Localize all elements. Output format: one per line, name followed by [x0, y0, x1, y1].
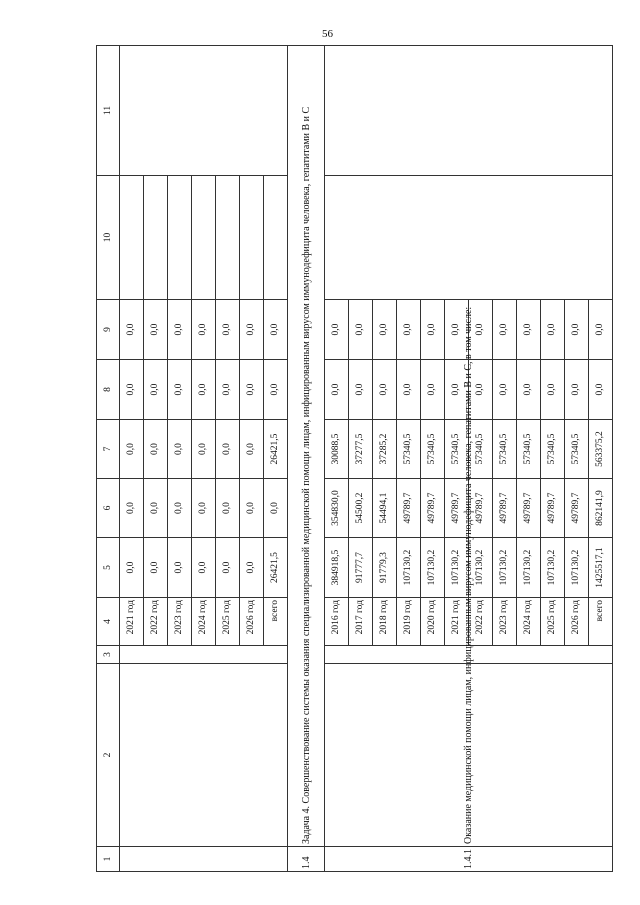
- value-cell: 0,0: [541, 300, 565, 360]
- value-cell: 107130,2: [517, 538, 541, 598]
- value-cell: 0,0: [421, 360, 445, 420]
- value-cell: 0,0: [349, 300, 373, 360]
- description-cell: [120, 664, 288, 847]
- empty-cell: [325, 176, 613, 300]
- column-number: 6: [97, 479, 120, 538]
- value-cell: 107130,2: [469, 538, 493, 598]
- value-cell: 0,0: [144, 479, 168, 538]
- value-cell: 0,0: [517, 360, 541, 420]
- value-cell: 107130,2: [541, 538, 565, 598]
- value-cell: 107130,2: [397, 538, 421, 598]
- value-cell: 26421,5: [264, 420, 288, 479]
- value-cell: 0,0: [397, 360, 421, 420]
- item-description: Оказание медицинской помощи лицам, инфицированным вирусом иммунодефицита человека, гепатитами В и С, в том числе:: [325, 664, 613, 847]
- item-index: 1.4.1: [325, 847, 613, 872]
- value-cell: 0,0: [349, 360, 373, 420]
- funding-table: [96, 45, 613, 872]
- column-number: 7: [97, 420, 120, 479]
- value-cell: 0,0: [120, 479, 144, 538]
- value-cell: 384918,5: [325, 538, 349, 598]
- task-title: Задача 4. Совершенствование системы оказания специализированной медицинской помощи лицам, инфицированным вирусом иммунодефицита человека, гепатитами В и С: [288, 46, 325, 847]
- executor-cell: [120, 646, 288, 664]
- value-cell: 37285,2: [373, 420, 397, 479]
- value-cell: 107130,2: [445, 538, 469, 598]
- year-cell: 2024 год: [192, 598, 216, 646]
- value-cell: 57340,5: [445, 420, 469, 479]
- value-cell: 0,0: [240, 360, 264, 420]
- value-cell: 107130,2: [565, 538, 589, 598]
- value-cell: 49789,7: [493, 479, 517, 538]
- value-cell: 37277,5: [349, 420, 373, 479]
- value-cell: 0,0: [144, 300, 168, 360]
- value-cell: 0,0: [144, 538, 168, 598]
- year-cell: 2025 год: [541, 598, 565, 646]
- index-cell: [120, 847, 288, 872]
- value-cell: 49789,7: [445, 479, 469, 538]
- year-cell: 2020 год: [421, 598, 445, 646]
- year-cell: 2024 год: [517, 598, 541, 646]
- year-cell: 2021 год: [445, 598, 469, 646]
- value-cell: 0,0: [565, 300, 589, 360]
- column-number: 8: [97, 360, 120, 420]
- empty-cell: [120, 176, 144, 300]
- value-cell: 0,0: [469, 300, 493, 360]
- value-cell: 0,0: [421, 300, 445, 360]
- value-cell: 0,0: [144, 360, 168, 420]
- value-cell: 54500,2: [349, 479, 373, 538]
- value-cell: 0,0: [168, 538, 192, 598]
- value-cell: 0,0: [216, 300, 240, 360]
- empty-cell: [120, 46, 288, 176]
- value-cell: 0,0: [469, 360, 493, 420]
- value-cell: 0,0: [168, 300, 192, 360]
- column-number: 2: [97, 664, 120, 847]
- value-cell: 0,0: [216, 420, 240, 479]
- year-cell: 2021 год: [120, 598, 144, 646]
- value-cell: 0,0: [144, 420, 168, 479]
- value-cell: 49789,7: [517, 479, 541, 538]
- value-cell: 91779,3: [373, 538, 397, 598]
- value-cell: 0,0: [373, 360, 397, 420]
- year-cell: 2023 год: [493, 598, 517, 646]
- value-cell: 57340,5: [517, 420, 541, 479]
- value-cell: 49789,7: [565, 479, 589, 538]
- year-cell: 2019 год: [397, 598, 421, 646]
- value-cell: 0,0: [240, 538, 264, 598]
- value-cell: 0,0: [192, 479, 216, 538]
- year-cell: всего: [589, 598, 613, 646]
- value-cell: 0,0: [264, 479, 288, 538]
- year-cell: 2026 год: [240, 598, 264, 646]
- value-cell: 0,0: [373, 300, 397, 360]
- empty-cell: [168, 176, 192, 300]
- value-cell: 0,0: [192, 360, 216, 420]
- value-cell: 49789,7: [469, 479, 493, 538]
- value-cell: 0,0: [120, 360, 144, 420]
- year-cell: 2017 год: [349, 598, 373, 646]
- value-cell: 0,0: [445, 360, 469, 420]
- value-cell: 0,0: [541, 360, 565, 420]
- value-cell: 0,0: [120, 420, 144, 479]
- year-cell: всего: [264, 598, 288, 646]
- value-cell: 0,0: [325, 300, 349, 360]
- value-cell: 57340,5: [541, 420, 565, 479]
- value-cell: 0,0: [493, 300, 517, 360]
- value-cell: 862141,9: [589, 479, 613, 538]
- value-cell: 0,0: [565, 360, 589, 420]
- column-number: 5: [97, 538, 120, 598]
- task-index: 1.4: [288, 847, 325, 872]
- value-cell: 0,0: [120, 300, 144, 360]
- value-cell: 49789,7: [397, 479, 421, 538]
- value-cell: 0,0: [264, 300, 288, 360]
- year-cell: 2023 год: [168, 598, 192, 646]
- value-cell: 0,0: [192, 300, 216, 360]
- value-cell: 0,0: [445, 300, 469, 360]
- value-cell: 107130,2: [493, 538, 517, 598]
- year-cell: 2022 год: [144, 598, 168, 646]
- year-cell: 2026 год: [565, 598, 589, 646]
- column-number: 4: [97, 598, 120, 646]
- value-cell: 0,0: [493, 360, 517, 420]
- value-cell: 0,0: [216, 479, 240, 538]
- value-cell: 0,0: [168, 479, 192, 538]
- year-cell: 2016 год: [325, 598, 349, 646]
- column-number: 10: [97, 176, 120, 300]
- value-cell: 0,0: [216, 360, 240, 420]
- value-cell: 0,0: [120, 538, 144, 598]
- table-row: [120, 46, 144, 872]
- value-cell: 57340,5: [469, 420, 493, 479]
- value-cell: 57340,5: [565, 420, 589, 479]
- empty-cell: [192, 176, 216, 300]
- value-cell: 49789,7: [421, 479, 445, 538]
- value-cell: 57340,5: [421, 420, 445, 479]
- value-cell: 0,0: [517, 300, 541, 360]
- empty-cell: [240, 176, 264, 300]
- column-numbers-row: [97, 46, 120, 872]
- empty-cell: [325, 46, 613, 176]
- value-cell: 57340,5: [397, 420, 421, 479]
- page-number: 56: [322, 28, 333, 40]
- value-cell: 0,0: [397, 300, 421, 360]
- column-number: 11: [97, 46, 120, 176]
- value-cell: 0,0: [264, 360, 288, 420]
- value-cell: 0,0: [168, 360, 192, 420]
- year-cell: 2025 год: [216, 598, 240, 646]
- year-cell: 2022 год: [469, 598, 493, 646]
- value-cell: 1425517,1: [589, 538, 613, 598]
- year-cell: 2018 год: [373, 598, 397, 646]
- value-cell: 0,0: [192, 420, 216, 479]
- value-cell: 0,0: [240, 300, 264, 360]
- value-cell: 49789,7: [541, 479, 565, 538]
- value-cell: 91777,7: [349, 538, 373, 598]
- empty-cell: [264, 176, 288, 300]
- value-cell: 0,0: [168, 420, 192, 479]
- value-cell: 26421,5: [264, 538, 288, 598]
- empty-cell: [216, 176, 240, 300]
- table-row: [325, 46, 349, 872]
- value-cell: 54494,1: [373, 479, 397, 538]
- task-row: [288, 46, 325, 872]
- value-cell: 30088,5: [325, 420, 349, 479]
- value-cell: 0,0: [192, 538, 216, 598]
- column-number: 9: [97, 300, 120, 360]
- empty-cell: [144, 176, 168, 300]
- value-cell: 57340,5: [493, 420, 517, 479]
- value-cell: 107130,2: [421, 538, 445, 598]
- value-cell: 0,0: [216, 538, 240, 598]
- rotated-table-sheet: [96, 46, 636, 872]
- value-cell: 0,0: [325, 360, 349, 420]
- column-number: 1: [97, 847, 120, 872]
- value-cell: 0,0: [240, 420, 264, 479]
- column-number: 3: [97, 646, 120, 664]
- value-cell: 354830,0: [325, 479, 349, 538]
- value-cell: 0,0: [240, 479, 264, 538]
- value-cell: 0,0: [589, 300, 613, 360]
- value-cell: 0,0: [589, 360, 613, 420]
- value-cell: 563375,2: [589, 420, 613, 479]
